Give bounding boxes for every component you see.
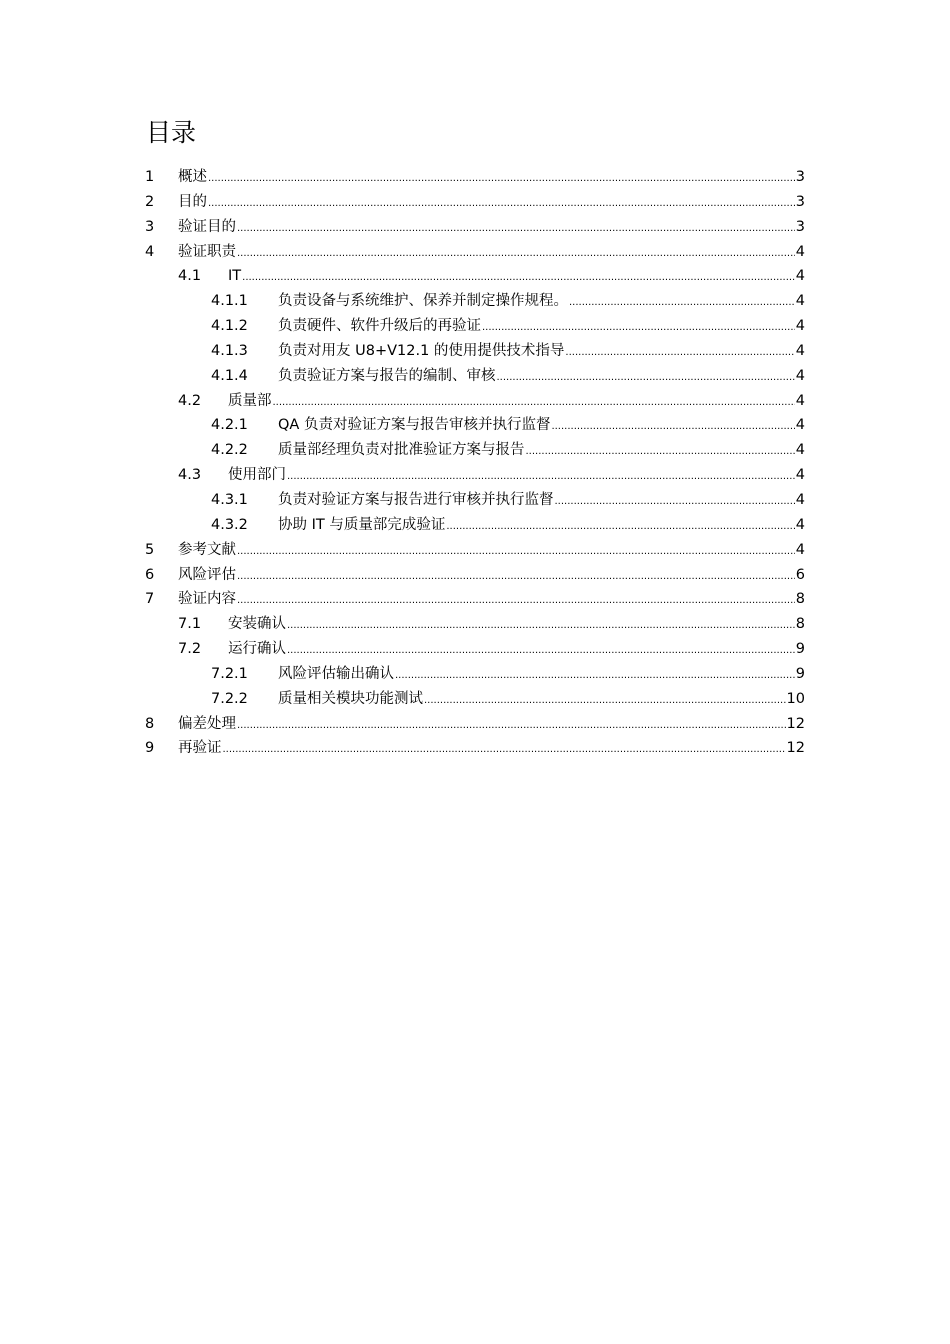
toc-entry-page[interactable]: 4 xyxy=(795,516,805,533)
toc-entry-text[interactable]: 质量部 xyxy=(228,392,272,409)
toc-entry-line[interactable] xyxy=(228,637,805,664)
toc-entry-text[interactable]: 负责设备与系统维护、保养并制定操作规程。 xyxy=(278,293,568,310)
toc-entry-number: 8 xyxy=(145,715,155,732)
toc-entry-text[interactable]: 风险评估 xyxy=(178,566,236,583)
toc-entry-page[interactable]: 12 xyxy=(786,715,805,732)
toc-entry-number: 9 xyxy=(145,740,155,757)
toc-entry-line[interactable] xyxy=(178,712,805,739)
toc-entry-page[interactable]: 4 xyxy=(795,541,805,558)
toc-entry-line[interactable] xyxy=(228,264,805,291)
toc-entry-line[interactable] xyxy=(278,662,805,689)
toc-entry-text[interactable]: 安装确认 xyxy=(228,616,286,633)
toc-entry-text[interactable]: 偏差处理 xyxy=(178,715,236,732)
toc-entry[interactable] xyxy=(0,364,950,389)
toc-entry-number: 6 xyxy=(145,566,155,583)
toc-entry-number: 4 xyxy=(145,243,155,260)
toc-entry[interactable] xyxy=(0,712,950,737)
toc-dot-leader xyxy=(497,366,795,391)
toc-entry-page[interactable]: 4 xyxy=(795,318,805,335)
toc-entry[interactable] xyxy=(0,314,950,339)
toc-dot-leader xyxy=(237,565,795,590)
toc-dot-leader xyxy=(551,415,794,440)
toc-entry[interactable] xyxy=(0,488,950,513)
toc-dot-leader xyxy=(569,291,795,316)
toc-entry-text[interactable]: 负责硬件、软件升级后的再验证 xyxy=(278,318,481,335)
toc-entry-number: 7.2.1 xyxy=(211,665,248,682)
toc-entry-page[interactable]: 4 xyxy=(795,367,805,384)
toc-entry-text[interactable]: 验证目的 xyxy=(178,218,236,235)
toc-entry[interactable] xyxy=(0,587,950,612)
toc-dot-leader xyxy=(287,639,795,664)
toc-dot-leader xyxy=(237,540,795,565)
toc-dot-leader xyxy=(287,614,795,639)
toc-entry-text[interactable]: 验证内容 xyxy=(178,591,236,608)
toc-entry-line[interactable] xyxy=(278,488,805,515)
toc-entry-number: 4.1.4 xyxy=(211,367,248,384)
toc-entry-text[interactable]: QA 负责对验证方案与报告审核并执行监督 xyxy=(278,417,551,434)
toc-title: 目录 xyxy=(146,118,197,147)
toc-entry-number: 7.2.2 xyxy=(211,690,248,707)
toc-entry[interactable] xyxy=(0,289,950,314)
toc-entry-page[interactable]: 4 xyxy=(795,342,805,359)
toc-entry-page[interactable]: 3 xyxy=(795,169,805,185)
toc-entry[interactable] xyxy=(0,463,950,488)
toc-entry[interactable] xyxy=(0,513,950,538)
toc-entry[interactable] xyxy=(0,563,950,588)
toc-entry-number: 4.1.1 xyxy=(211,293,248,310)
toc-entry-text[interactable]: 负责对用友 U8+V12.1 的使用提供技术指导 xyxy=(278,342,565,359)
toc-entry-page[interactable]: 12 xyxy=(786,740,805,757)
toc-entry-line[interactable] xyxy=(178,240,805,267)
toc-entry-page[interactable]: 3 xyxy=(795,193,805,210)
toc-entry-line[interactable] xyxy=(178,165,805,192)
toc-dot-leader xyxy=(242,266,795,291)
toc-entry-line[interactable] xyxy=(178,215,805,242)
toc-entry-text[interactable]: 负责对验证方案与报告进行审核并执行监督 xyxy=(278,491,554,508)
toc-entry-number: 4.3.2 xyxy=(211,516,248,533)
toc-entry[interactable] xyxy=(0,339,950,364)
toc-entry-text[interactable]: 运行确认 xyxy=(228,641,286,658)
toc-entry-line[interactable] xyxy=(178,190,805,217)
toc-dot-leader xyxy=(446,515,794,540)
toc-entry-number: 4.1.2 xyxy=(211,318,248,335)
toc-entry[interactable] xyxy=(0,612,950,637)
toc-dot-leader xyxy=(237,589,795,614)
toc-entry[interactable] xyxy=(0,190,950,215)
toc-entry-page[interactable]: 10 xyxy=(786,690,805,707)
toc-entry-page[interactable]: 3 xyxy=(795,218,805,235)
toc-dot-leader xyxy=(424,689,786,714)
toc-entry-text[interactable]: 参考文献 xyxy=(178,541,236,558)
toc-entry-line[interactable] xyxy=(178,563,805,590)
toc-entry-number: 4.3.1 xyxy=(211,491,248,508)
toc-entry-number: 7.1 xyxy=(178,616,202,633)
toc-entry-number: 4.1 xyxy=(178,268,202,285)
toc-entry[interactable] xyxy=(0,637,950,662)
toc-dot-leader xyxy=(208,192,795,217)
toc-entry-text[interactable]: 协助 IT 与质量部完成验证 xyxy=(278,516,446,533)
toc-entry-number: 5 xyxy=(145,541,155,558)
toc-entry-text[interactable]: 质量部经理负责对批准验证方案与报告 xyxy=(278,442,525,459)
toc-entry-line[interactable] xyxy=(278,314,805,341)
toc-dot-leader xyxy=(237,217,795,242)
toc-entry-text[interactable]: 再验证 xyxy=(178,740,222,757)
toc-entry-number: 4.2 xyxy=(178,392,202,409)
toc-entry[interactable] xyxy=(0,687,950,712)
toc-entry-line[interactable] xyxy=(278,513,805,540)
toc-entry-text[interactable]: 目的 xyxy=(178,193,207,210)
toc-entry[interactable] xyxy=(0,215,950,240)
toc-entry-line[interactable] xyxy=(178,587,805,614)
toc-entry-number: 4.2.2 xyxy=(211,442,248,459)
toc-dot-leader xyxy=(273,391,795,416)
toc-entry-line[interactable] xyxy=(278,438,805,465)
toc-entry-text[interactable]: 负责验证方案与报告的编制、审核 xyxy=(278,367,496,384)
toc-entry-text[interactable]: IT xyxy=(228,268,242,285)
toc-entry[interactable] xyxy=(0,240,950,265)
toc-dot-leader xyxy=(208,167,795,192)
toc-entry-page[interactable]: 6 xyxy=(795,566,805,583)
toc-entry-text[interactable]: 验证职责 xyxy=(178,243,236,260)
toc-entry-number: 7.2 xyxy=(178,641,202,658)
toc-entry-number: 4.1.3 xyxy=(211,342,248,359)
toc-entry-line[interactable] xyxy=(278,364,805,391)
toc-entry-number: 4.3 xyxy=(178,467,202,484)
toc-entry-line[interactable] xyxy=(178,736,805,763)
toc-entry-page[interactable]: 9 xyxy=(795,641,805,658)
toc-entry-line[interactable] xyxy=(278,413,805,440)
toc-entry-page[interactable]: 4 xyxy=(795,243,805,260)
toc-entry-text[interactable]: 使用部门 xyxy=(228,467,286,484)
toc-entry-page[interactable]: 4 xyxy=(795,491,805,508)
toc-entry-line[interactable] xyxy=(278,289,805,316)
toc-entry-number: 2 xyxy=(145,193,155,210)
toc-list xyxy=(0,165,950,761)
toc-entry-number: 7 xyxy=(145,591,155,608)
toc-dot-leader xyxy=(237,714,786,739)
toc-entry[interactable] xyxy=(0,662,950,687)
toc-dot-leader xyxy=(287,465,795,490)
toc-entry[interactable] xyxy=(0,736,950,761)
toc-entry-number: 1 xyxy=(145,169,155,185)
toc-entry-page[interactable]: 4 xyxy=(795,442,805,459)
toc-entry[interactable] xyxy=(0,413,950,438)
toc-entry-text[interactable]: 概述 xyxy=(178,169,207,185)
toc-entry[interactable] xyxy=(0,165,950,190)
toc-entry-page[interactable]: 8 xyxy=(795,616,805,633)
toc-entry-page[interactable]: 4 xyxy=(795,392,805,409)
toc-dot-leader xyxy=(395,664,795,689)
toc-dot-leader xyxy=(555,490,795,515)
toc-entry-page[interactable]: 4 xyxy=(795,417,805,434)
toc-dot-leader xyxy=(237,242,795,267)
toc-dot-leader xyxy=(482,316,795,341)
toc-entry-line[interactable] xyxy=(278,339,805,366)
toc-entry-page[interactable]: 9 xyxy=(795,665,805,682)
toc-entry[interactable] xyxy=(0,389,950,414)
toc-entry-page[interactable]: 4 xyxy=(795,268,805,285)
toc-dot-leader xyxy=(565,341,794,366)
toc-entry-number: 3 xyxy=(145,218,155,235)
toc-entry-line[interactable] xyxy=(228,389,805,416)
toc-entry-page[interactable]: 4 xyxy=(795,293,805,310)
toc-entry-text[interactable]: 质量相关模块功能测试 xyxy=(278,690,423,707)
toc-entry-line[interactable] xyxy=(278,687,805,714)
toc-entry-line[interactable] xyxy=(228,463,805,490)
toc-entry-text[interactable]: 风险评估输出确认 xyxy=(278,665,394,682)
toc-dot-leader xyxy=(223,738,786,763)
toc-entry[interactable] xyxy=(0,264,950,289)
toc-entry[interactable] xyxy=(0,438,950,463)
toc-entry-line[interactable] xyxy=(178,538,805,565)
toc-entry-line[interactable] xyxy=(228,612,805,639)
toc-entry-page[interactable]: 8 xyxy=(795,591,805,608)
toc-dot-leader xyxy=(526,440,795,465)
toc-entry-number: 4.2.1 xyxy=(211,417,248,434)
toc-entry[interactable] xyxy=(0,538,950,563)
toc-entry-page[interactable]: 4 xyxy=(795,467,805,484)
